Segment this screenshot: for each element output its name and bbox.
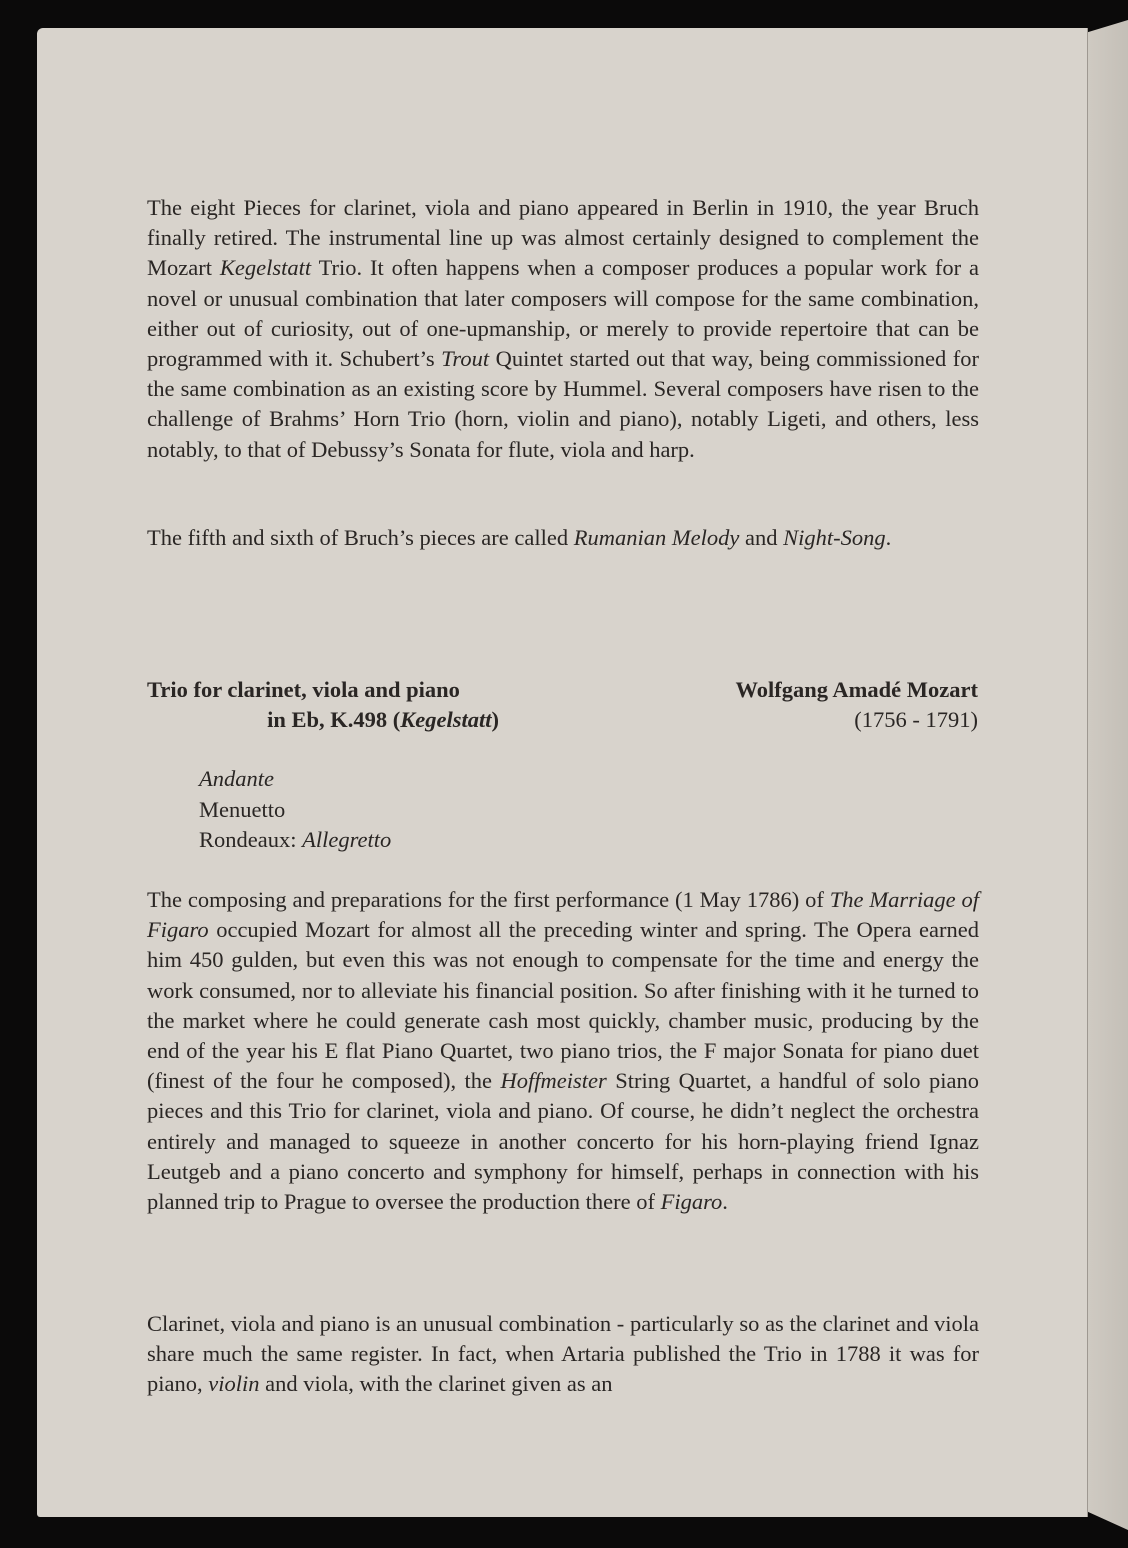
movement-item [199, 795, 391, 826]
work-title-line-1: Trio for clarinet, viola and piano [147, 677, 460, 702]
text-segment: Trio. It often happens when a composer produces a popular work for a novel or unusual combination that later composers will compose for the same combination, either out of curiosity, out of one-upmanship, or merely to provide repertoire that can be programmed with it. Schubert’s [147, 255, 979, 372]
work-nickname: Kegelstatt [400, 707, 492, 732]
text-segment: . [885, 525, 892, 550]
work-title [147, 675, 507, 735]
page-edge-line [1087, 28, 1088, 1517]
text-segment: Quintet started out that way, being commissioned for the same combination as an existing score by Hummel. Several composers have risen to the challenge of Brahms’ Horn Trio (horn, violin and piano), notably Ligeti, and others, less notably, to that of Debussy’s Sonata for flute, viola and harp. [147, 346, 979, 462]
composer-block [620, 675, 978, 735]
italic-title: Trout [441, 346, 490, 372]
text-segment: Clarinet, viola and piano is an unusual combination - particularly so as the clarinet and viola share much the same register. In fact, when Artaria published the Trio in 1788 it was for piano, [147, 1311, 979, 1397]
work-title-line-2 [147, 705, 507, 735]
paragraph-instrumentation [147, 1309, 979, 1400]
text-segment: ) [491, 707, 499, 732]
paragraph-bruch-titles [147, 523, 979, 553]
italic-title: Kegelstatt [219, 255, 312, 281]
italic-title: Rumanian Melody [573, 525, 740, 550]
text-segment: . [722, 1189, 728, 1215]
italic-title: The Marriage of Figaro [147, 887, 980, 943]
composer-dates: (1756 - 1791) [854, 707, 978, 732]
text-segment: and viola, with the clarinet given as an [259, 1371, 613, 1397]
text-segment: The fifth and sixth of Bruch’s pieces are called [147, 525, 574, 550]
paragraph-mozart-context [147, 885, 979, 1217]
text-segment: The composing and preparations for the first performance (1 May 1786) of [147, 887, 830, 912]
movement-tempo: Allegretto [302, 827, 392, 852]
work-key-catalog: in Eb, K.498 ( [267, 707, 401, 732]
movement-item [199, 825, 391, 856]
movement-item [199, 764, 391, 795]
next-page-edge [1088, 20, 1128, 1530]
text-segment: occupied Mozart for almost all the preceding winter and spring. The Opera earned him 450 gulden, but even this was not enough to compensate for the time and energy the work consumed, nor to alleviate his financial position. So after finishing with it he turned to the market where he could generate cash most quickly, chamber music, producing by the end of the year his E flat Piano Quartet, two piano trios, the F major Sonata for piano duet (finest of the four he composed), the [147, 917, 979, 1094]
italic-title: Figaro [660, 1189, 723, 1215]
text-segment: String Quartet, a handful of solo piano pieces and this Trio for clarinet, viola and piano. Of course, he didn’t neglect the orchestra entirely and managed to squeeze in another concerto for his horn-playing friend Ignaz Leutgeb and a piano concerto and symphony for himself, perhaps in connection with his planned trip to Prague to oversee the production there of [147, 1068, 979, 1215]
movement-label: Menuetto [199, 796, 286, 822]
movement-list [199, 764, 391, 856]
composer-name: Wolfgang Amadé Mozart [735, 677, 978, 702]
italic-title: Night-Song [783, 525, 886, 550]
text-segment: and [739, 525, 784, 550]
italic-title: Hoffmeister [500, 1068, 607, 1094]
movement-label: Rondeaux: [199, 827, 303, 852]
movement-tempo: Andante [199, 766, 274, 791]
italic-word: violin [208, 1371, 260, 1397]
text-segment: The eight Pieces for clarinet, viola and piano appeared in Berlin in 1910, the year Bruch finally retired. The instrumental line up was almost certainly designed to complement the Mozart [147, 195, 979, 281]
paragraph-bruch-pieces [147, 193, 979, 465]
